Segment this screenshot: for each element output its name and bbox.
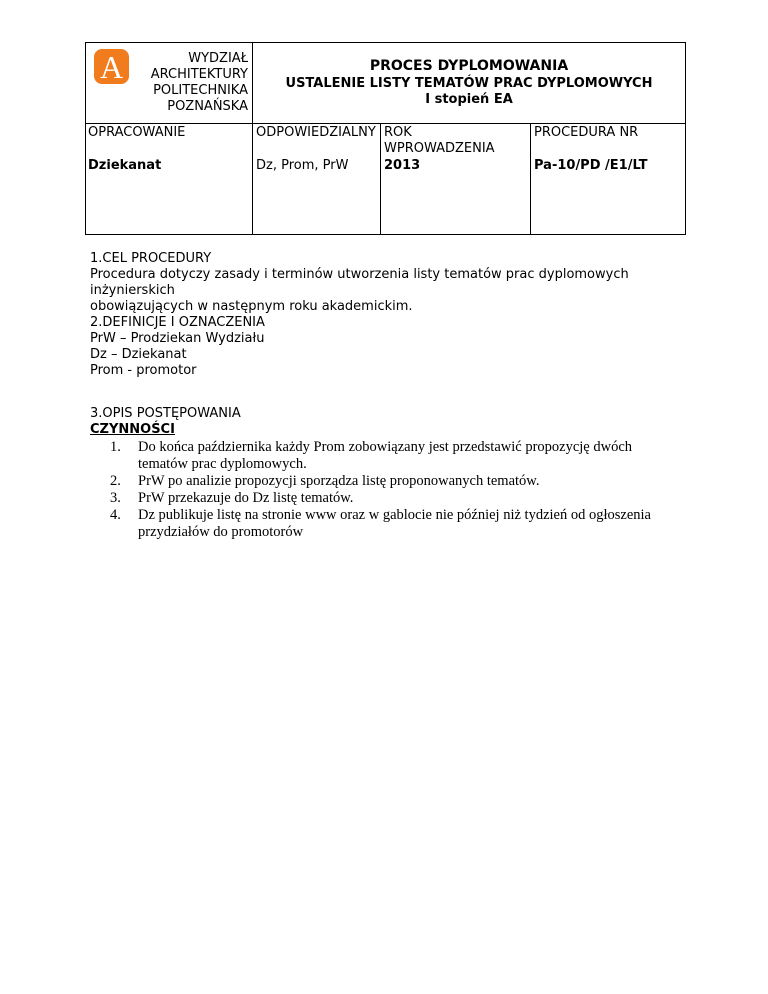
activities-list bbox=[100, 439, 700, 541]
value-year: 2013 bbox=[384, 158, 421, 173]
list-item-text-continued: tematów prac dyplomowych. bbox=[138, 456, 307, 472]
section-definitions bbox=[90, 315, 690, 379]
label-procedure: PROCEDURA NR bbox=[534, 125, 639, 140]
paragraph-line: obowiązujących w następnym roku akademickim. bbox=[90, 299, 413, 314]
section-procedure bbox=[90, 406, 690, 438]
definition-line: PrW – Prodziekan Wydziału bbox=[90, 331, 265, 346]
table-border-left bbox=[85, 42, 86, 235]
list-item-text: Do końca października każdy Prom zobowiązany jest przedstawić propozycję dwóch bbox=[138, 439, 633, 455]
section-heading: 1.CEL PROCEDURY bbox=[90, 251, 212, 266]
label-year-line1: ROK bbox=[384, 125, 412, 140]
definition-line: Prom - promotor bbox=[90, 363, 197, 378]
table-border-right bbox=[685, 42, 686, 235]
faculty-line-1: WYDZIAŁ bbox=[188, 51, 248, 66]
value-procedure: Pa-10/PD /E1/LT bbox=[534, 158, 648, 173]
faculty-line-4: POZNAŃSKA bbox=[167, 99, 248, 114]
list-item bbox=[100, 473, 700, 490]
list-item bbox=[100, 490, 700, 507]
table-col-divider-2 bbox=[380, 123, 381, 235]
activities-heading: CZYNNOŚCI bbox=[90, 422, 175, 437]
value-responsible: Dz, Prom, PrW bbox=[256, 158, 349, 173]
list-item bbox=[100, 507, 700, 541]
label-year-line2: WPROWADZENIA bbox=[384, 141, 495, 156]
faculty-name bbox=[135, 51, 248, 115]
list-item-number: 2. bbox=[110, 473, 121, 489]
list-item-text-continued: przydziałów do promotorów bbox=[138, 524, 304, 540]
document-level: I stopień EA bbox=[425, 92, 513, 107]
header-table bbox=[85, 42, 686, 235]
list-item-number: 3. bbox=[110, 490, 121, 506]
value-prepared: Dziekanat bbox=[88, 158, 162, 173]
paragraph-line: Procedura dotyczy zasady i terminów utworzenia listy tematów prac dyplomowych inżynierskich bbox=[90, 267, 629, 298]
document-title: PROCES DYPLOMOWANIA bbox=[369, 58, 569, 74]
list-item bbox=[100, 439, 700, 473]
label-responsible: ODPOWIEDZIALNY bbox=[256, 125, 376, 140]
faculty-line-2: ARCHITEKTURY bbox=[150, 67, 248, 82]
section-heading: 2.DEFINICJE I OZNACZENIA bbox=[90, 315, 265, 330]
logo-letter: A bbox=[99, 49, 124, 84]
section-heading: 3.OPIS POSTĘPOWANIA bbox=[90, 406, 241, 421]
table-col-divider-3 bbox=[530, 123, 531, 235]
faculty-line-3: POLITECHNIKA bbox=[153, 83, 248, 98]
table-border-top bbox=[85, 42, 686, 43]
list-item-text: PrW przekazuje do Dz listę tematów. bbox=[138, 490, 354, 506]
definition-line: Dz – Dziekanat bbox=[90, 347, 187, 362]
table-row-divider bbox=[85, 123, 686, 124]
table-border-bottom bbox=[85, 234, 686, 235]
section-purpose bbox=[90, 251, 710, 315]
document-subtitle: USTALENIE LISTY TEMATÓW PRAC DYPLOMOWYCH bbox=[285, 76, 653, 91]
list-item-text: PrW po analizie propozycji sporządza listę proponowanych tematów. bbox=[138, 473, 540, 489]
label-prepared: OPRACOWANIE bbox=[88, 125, 186, 140]
list-item-number: 1. bbox=[110, 439, 121, 455]
faculty-logo bbox=[94, 49, 129, 84]
list-item-number: 4. bbox=[110, 507, 121, 523]
list-item-text: Dz publikuje listę na stronie www oraz w gablocie nie później niż tydzień od ogłoszenia bbox=[138, 507, 651, 523]
